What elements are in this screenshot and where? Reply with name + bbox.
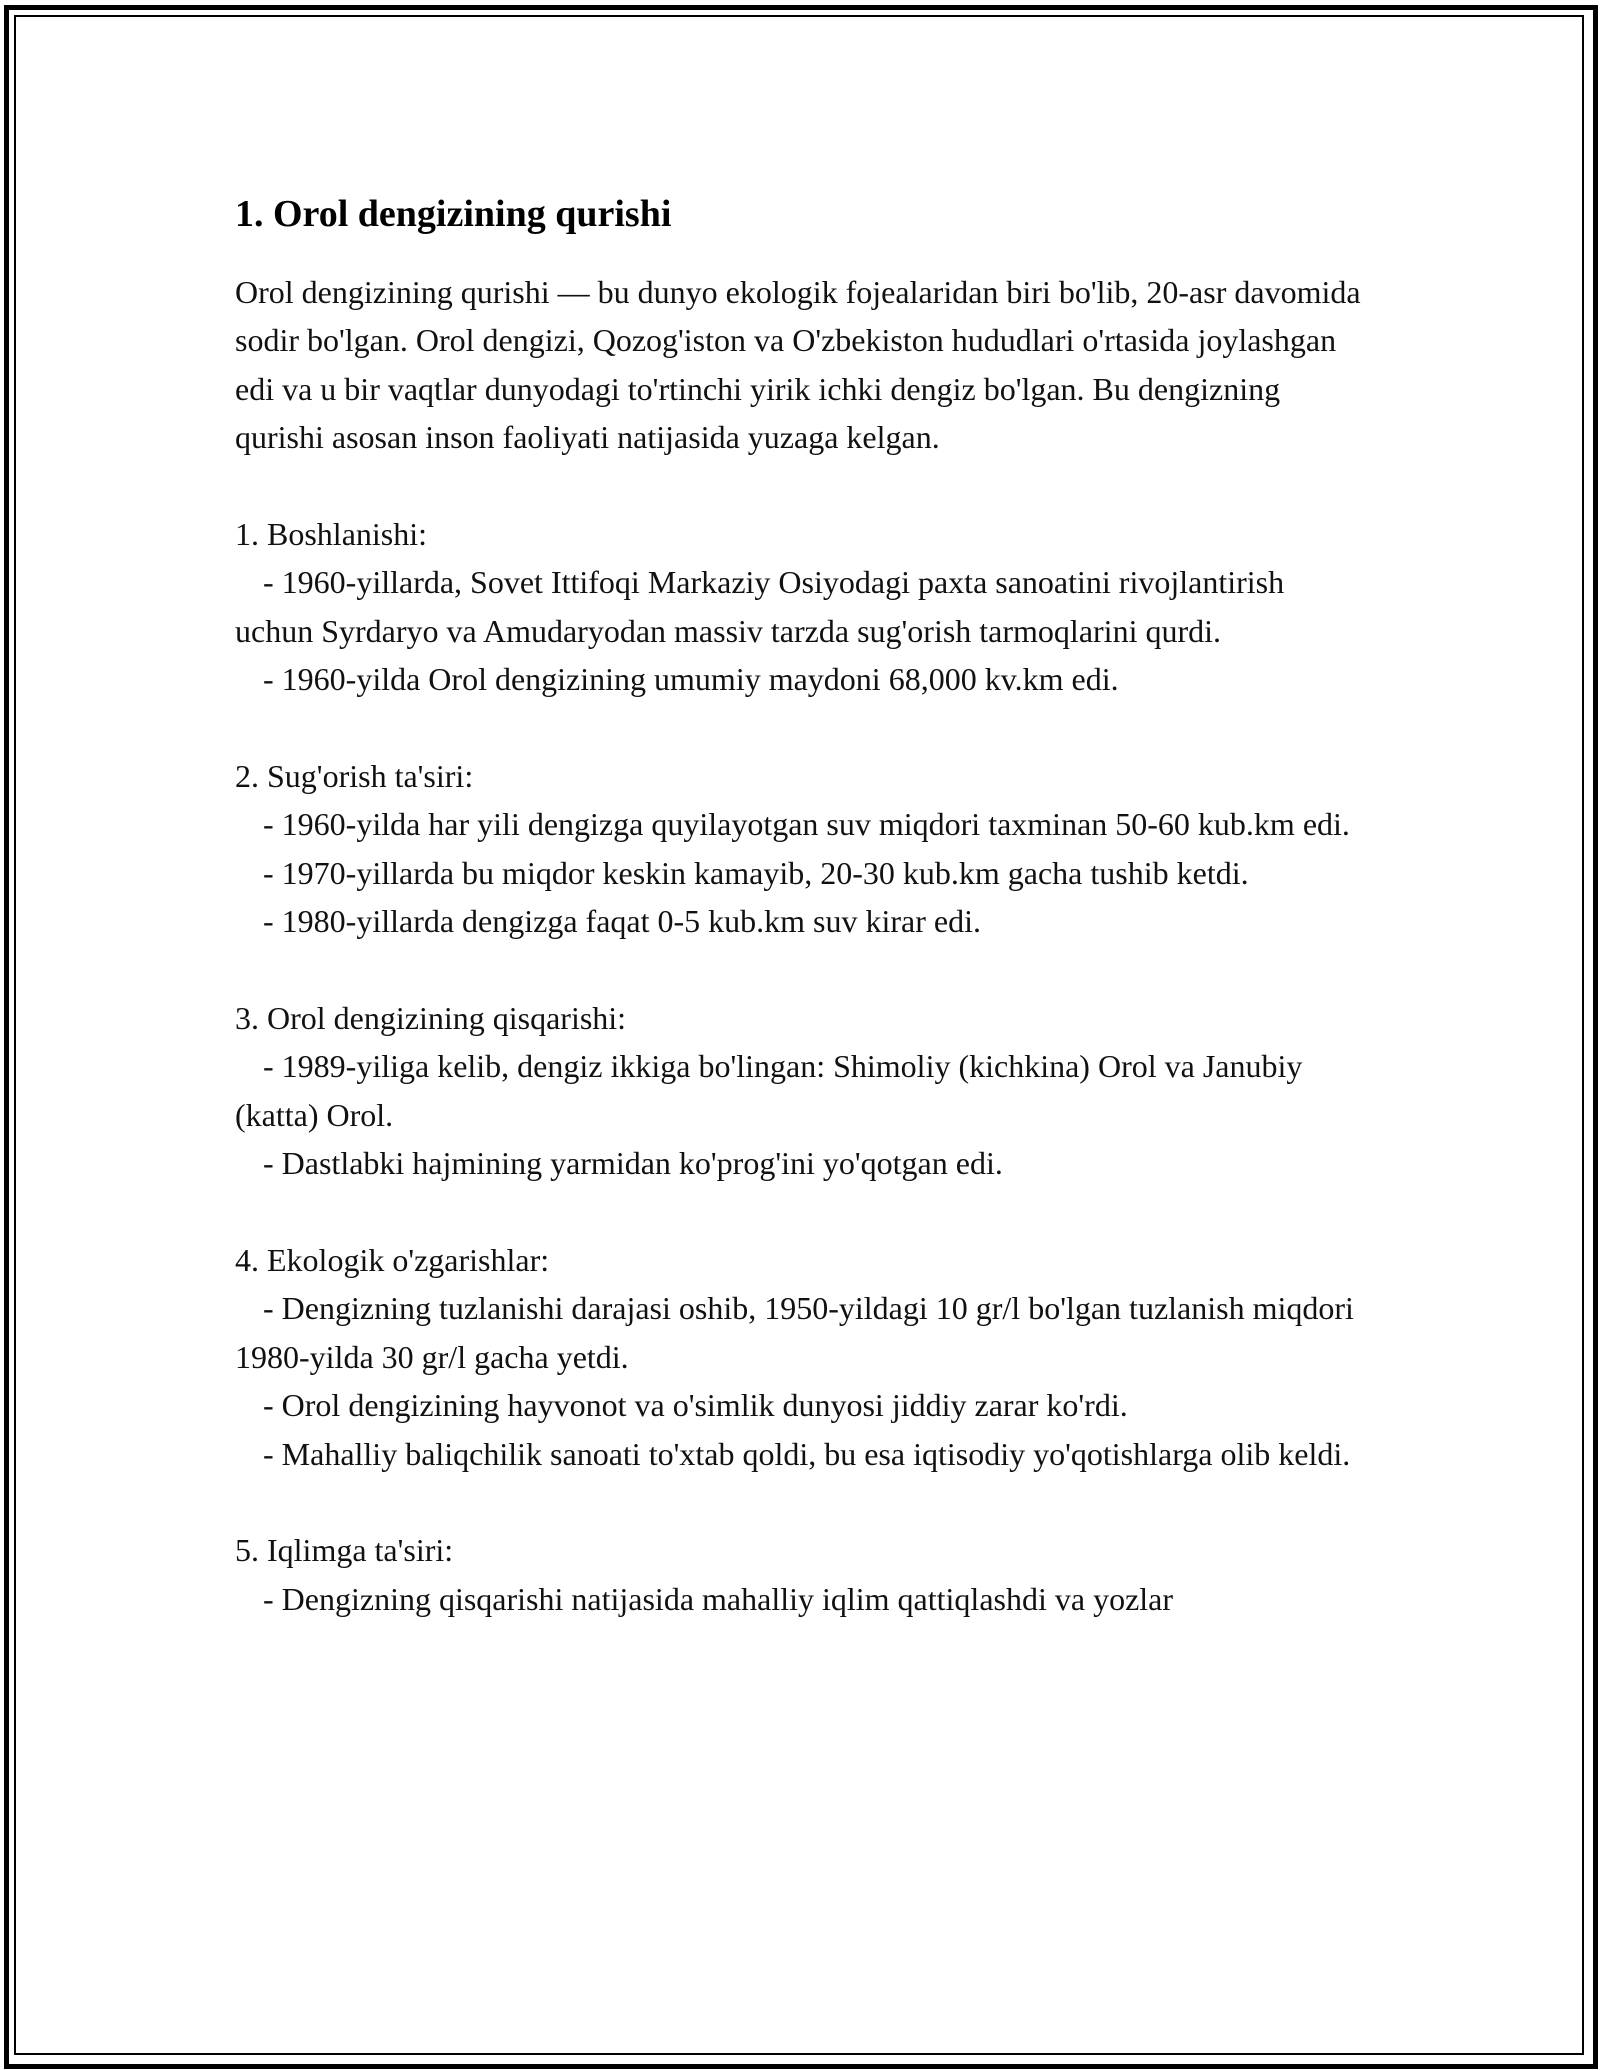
section-qisqarishi [235,994,1365,1188]
section-item: - 1980-yillarda dengizga faqat 0-5 kub.km suv kirar edi. [263,903,981,940]
section-item: - Mahalliy baliqchilik sanoati to'xtab qoldi, bu esa iqtisodiy yo'qotishlarga olib keldi. [263,1435,1351,1472]
section-iqlimga-tasiri [235,1526,1365,1623]
document-title: 1. Orol dengizining qurishi [235,193,672,235]
spacer [235,462,1365,510]
spacer [235,704,1365,752]
document-body [235,188,1369,1623]
intro-paragraph: Orol dengizining qurishi — bu dunyo ekologik fojealaridan biri bo'lib, 20-asr davomida sodir bo'lgan. Orol dengizi, Qozog'iston va O'zbekiston hududlari o'rtasida joylashgan edi va u bir vaqtlar dunyodagi to'rtinchi yirik ichki dengiz bo'lgan. Bu dengizning qurishi asosan inson faoliyati natijasida yuzaga kelgan. [235,274,1369,456]
section-ekologik-ozgarishlar [235,1236,1365,1478]
spacer [235,1188,1365,1236]
section-item: - Dengizning tuzlanishi darajasi oshib, 1950-yildagi 10 gr/l bo'lgan tuzlanish miqdori 1980-yilda 30 gr/l gacha yetdi. [235,1290,1362,1375]
section-item: - 1960-yilda Orol dengizining umumiy maydoni 68,000 kv.km edi. [263,661,1119,698]
section-heading: 5. Iqlimga ta'siri: [235,1532,454,1569]
section-item: - 1989-yiliga kelib, dengiz ikkiga bo'lingan: Shimoliy (kichkina) Orol va Janubiy (katta) Orol. [235,1048,1311,1133]
section-item: - 1970-yillarda bu miqdor keskin kamayib, 20-30 kub.km gacha tushib ketdi. [263,854,1249,891]
spacer [235,946,1365,994]
spacer [235,1478,1365,1526]
section-heading: 2. Sug'orish ta'siri: [235,758,474,795]
section-heading: 1. Boshlanishi: [235,516,428,553]
section-boshlanishi [235,510,1365,704]
section-item: - Dengizning qisqarishi natijasida mahalliy iqlim qattiqlashdi va yozlar [263,1580,1174,1617]
section-item: - 1960-yilda har yili dengizga quyilayotgan suv miqdori taxminan 50-60 kub.km edi. [263,806,1350,843]
section-sugorish-tasiri [235,752,1365,946]
section-heading: 3. Orol dengizining qisqarishi: [235,1000,627,1037]
section-item: - Dastlabki hajmining yarmidan ko'prog'ini yo'qotgan edi. [263,1145,1003,1182]
section-item: - Orol dengizining hayvonot va o'simlik dunyosi jiddiy zarar ko'rdi. [263,1387,1128,1424]
section-item: - 1960-yillarda, Sovet Ittifoqi Markaziy Osiyodagi paxta sanoatini rivojlantirish uchun Syrdaryo va Amudaryodan massiv tarzda sug'orish tarmoqlarini qurdi. [235,564,1293,649]
section-heading: 4. Ekologik o'zgarishlar: [235,1242,550,1279]
